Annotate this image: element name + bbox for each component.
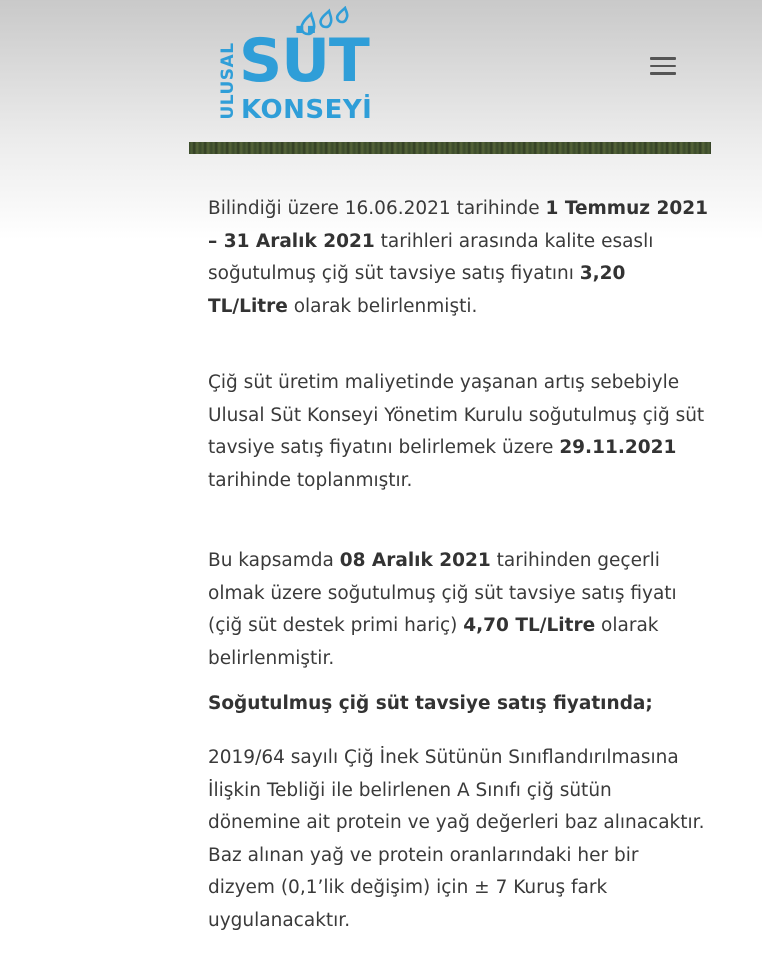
text-segment: Çiğ süt üretim maliyetinde yaşanan artış sebebiyle Ulusal Süt Konseyi Yönetim Kurulu soğutulmuş çiğ süt tavsiye satış fiyatını belirlemek üzere bbox=[208, 372, 705, 458]
text-segment: Bu kapsamda bbox=[208, 550, 340, 571]
logo-sub-text: KONSEYİ bbox=[241, 95, 373, 125]
article-subheading: Soğutulmuş çiğ süt tavsiye satış fiyatında; bbox=[208, 693, 653, 714]
logo[interactable] bbox=[218, 6, 390, 128]
text-segment: tarihinde toplanmıştır. bbox=[208, 469, 413, 491]
bold-old-price: 3,20 TL/Litre bbox=[208, 263, 626, 317]
menu-bar-middle bbox=[650, 65, 676, 68]
header-divider-strip bbox=[189, 142, 711, 154]
article-paragraph-5: 2019/64 sayılı Çiğ İnek Sütünün Sınıflandırılmasına İlişkin Tebliği ile belirlenen A Sınıfı çiğ sütün dönemine ait protein ve yağ değerleri baz alınacaktır. Baz alınan yağ ve protein oranlarındaki her bir dizyem (0,1’lik değişim) için ± 7 Kuruş fark uygulanacaktır. bbox=[208, 747, 705, 931]
logo-vertical-text: ULUSAL bbox=[218, 42, 238, 120]
text-segment: olarak belirlenmiştir. bbox=[208, 615, 659, 669]
text-segment: tarihinden geçerli olmak üzere soğutulmuş çiğ süt tavsiye satış fiyatı (çiğ süt destek primi hariç) bbox=[208, 550, 677, 636]
hamburger-menu-icon[interactable] bbox=[646, 52, 680, 80]
menu-bar-bottom bbox=[650, 72, 676, 75]
article-paragraph-2 bbox=[208, 367, 708, 497]
logo-main-text: SÜT bbox=[239, 26, 369, 96]
text-segment: Bilindiği üzere 16.06.2021 tarihinde bbox=[208, 198, 546, 219]
text-segment: tarihleri arasında kalite esaslı soğutulmuş çiğ süt tavsiye satış fiyatını bbox=[208, 230, 654, 284]
text-segment: olarak belirlenmişti. bbox=[287, 295, 478, 317]
bold-effective-date: 08 Aralık 2021 bbox=[339, 550, 491, 571]
bold-date-range: 1 Temmuz 2021 – 31 Aralık 2021 bbox=[208, 198, 708, 252]
logo-vertical-text-wrap bbox=[218, 36, 238, 126]
bold-new-price: 4,70 TL/Litre bbox=[463, 615, 596, 636]
bold-meeting-date: 29.11.2021 bbox=[559, 437, 677, 458]
menu-bar-top bbox=[650, 57, 676, 60]
article-paragraph-3 bbox=[208, 545, 708, 675]
article-paragraph-1 bbox=[208, 193, 708, 323]
